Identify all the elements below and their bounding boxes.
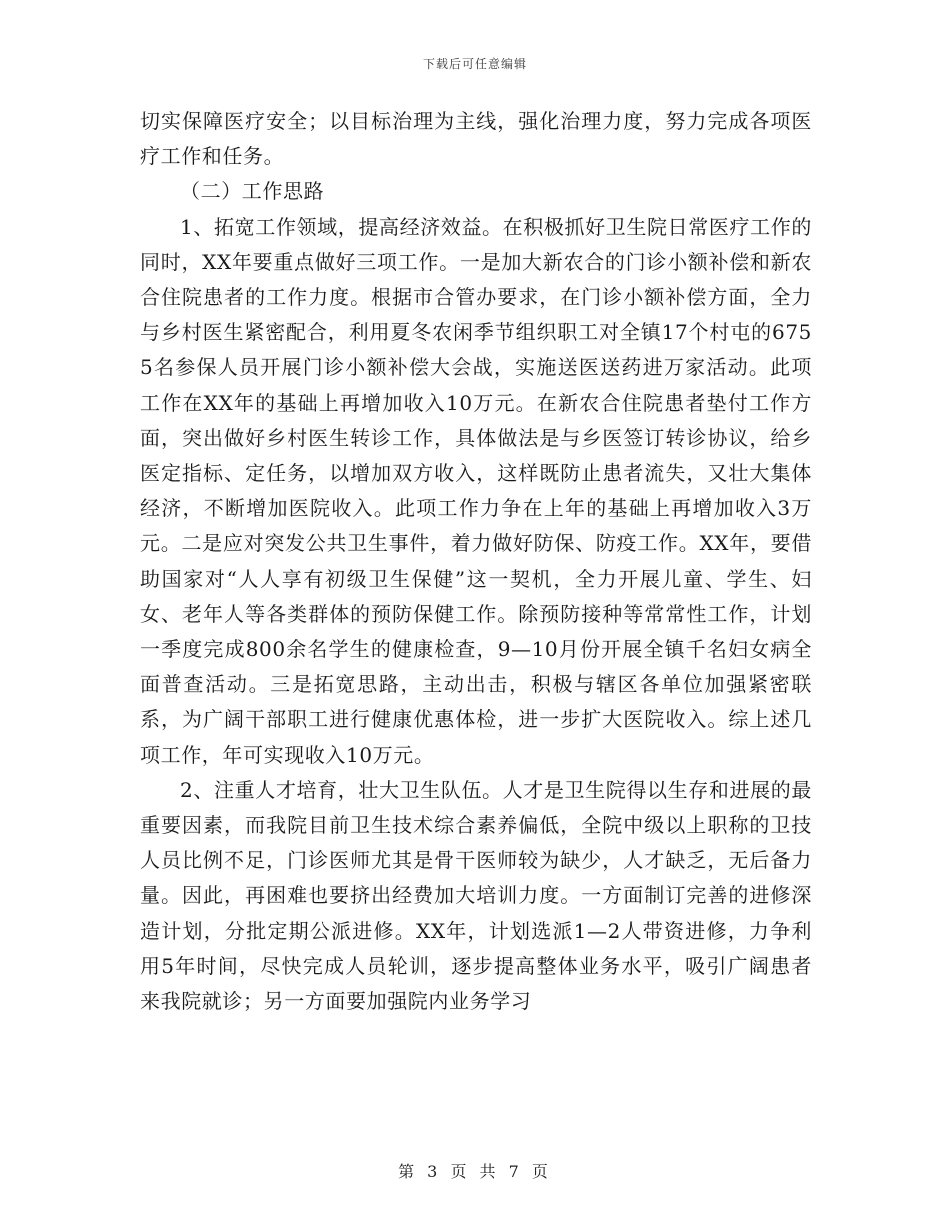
document-body [140, 104, 812, 1019]
section-heading: （二）工作思路 [180, 179, 325, 204]
page-header: 下载后可任意编辑 [422, 57, 527, 71]
paragraph-talent-training: 2、注重人才培育，壮大卫生队伍。人才是卫生院得以生存和进展的最重要因素，而我院目前卫生技术综合素养偏低，全院中级以上职称的卫技人员比例不足，门诊医师尤其是骨干医师较为缺少，人才缺乏，无后备力量。因此，再困难也要挤出经费加大培训力度。一方面制订完善的进修深造计划，分批定期公派进修。XX年，计划选派1—2人带资进修，力争利用5年时间，尽快完成人员轮训，逐步提高整体业务水平，吸引广阔患者来我院就诊；另一方面要加强院内业务学习 [140, 777, 812, 1014]
paragraph-continuation: 切实保障医疗安全；以目标治理为主线，强化治理力度，努力完成各项医疗工作和任务。 [140, 109, 812, 169]
paragraph-work-area: 1、拓宽工作领域，提高经济效益。在积极抓好卫生院日常医疗工作的同时，XX年要重点做好三项工作。一是加大新农合的门诊小额补偿和新农合住院患者的工作力度。根据市合管办要求，在门诊小额补偿方面，全力与乡村医生紧密配合，利用夏冬农闲季节组织职工对全镇17个村屯的6755名参保人员开展门诊小额补偿大会战，实施送医送药进万家活动。此项工作在XX年的基础上再增加收入10万元。在新农合住院患者垫付工作方面，突出做好乡村医生转诊工作，具体做法是与乡医签订转诊协议，给乡医定指标、定任务，以增加双方收入，这样既防止患者流失，又壮大集体经济，不断增加医院收入。此项工作力争在上年的基础上再增加收入3万元。二是应对突发公共卫生事件，着力做好防保、防疫工作。XX年，要借助国家对“人人享有初级卫生保健”这一契机，全力开展儿童、学生、妇女、老年人等各类群体的预防保健工作。除预防接种等常常性工作，计划一季度完成800余名学生的健康检查，9—10月份开展全镇千名妇女病全面普查活动。三是拓宽思路，主动出击，积极与辖区各单位加强紧密联系，为广阔干部职工进行健康优惠体检，进一步扩大医院收入。综上述几项工作，年可实现收入10万元。 [140, 214, 812, 767]
page-footer: 第 3 页 共 7 页 [398, 1162, 552, 1181]
